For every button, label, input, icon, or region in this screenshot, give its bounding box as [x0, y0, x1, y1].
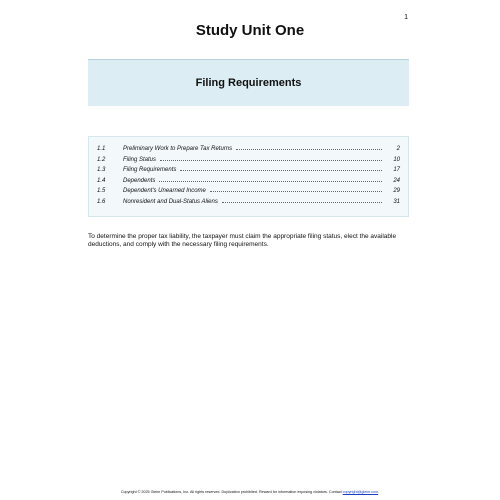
footer-end: .: [378, 490, 380, 494]
toc-item-number: 1.5: [97, 188, 106, 195]
toc-item[interactable]: [97, 145, 400, 156]
toc-item[interactable]: [97, 177, 400, 188]
toc-item-title: Nonresident and Dual-Status Aliens: [123, 198, 218, 205]
dot-leader: [222, 198, 382, 203]
toc-item-page: 31: [393, 198, 400, 205]
copyright-footer: [0, 490, 500, 494]
unit-title: Study Unit One: [195, 22, 305, 39]
toc-item-title: Preliminary Work to Prepare Tax Returns: [123, 146, 233, 152]
toc-item-number: 1.1: [97, 146, 106, 152]
page-number: 1: [404, 14, 408, 21]
section-banner: [88, 59, 409, 106]
toc-item-number: 1.4: [97, 177, 106, 184]
dot-leader: [236, 145, 382, 150]
toc-item-number: 1.6: [97, 198, 106, 205]
toc-item-title: Dependents: [123, 177, 156, 184]
toc-item-number: 1.2: [97, 156, 106, 163]
table-of-contents: [88, 136, 409, 217]
dot-leader: [159, 177, 382, 182]
toc-item-page: 17: [393, 167, 400, 174]
toc-item-title: Filing Requirements: [123, 167, 177, 174]
toc-item-title: Filing Status: [123, 156, 157, 163]
toc-item[interactable]: [97, 187, 400, 198]
toc-item-number: 1.3: [97, 167, 106, 174]
toc-item-page: 2: [396, 146, 400, 152]
intro-paragraph: To determine the proper tax liability, the taxpayer must claim the appropriate filing status, elect the available deductions, and comply with the necessary filing requirements.: [88, 233, 397, 249]
toc-item-title: Dependent's Unearned Income: [123, 188, 206, 195]
toc-item-page: 24: [393, 177, 400, 184]
banner-title: Filing Requirements: [195, 77, 302, 89]
dot-leader: [160, 156, 382, 161]
toc-item-page: 10: [393, 156, 400, 163]
toc-item[interactable]: [97, 166, 400, 177]
dot-leader: [210, 187, 382, 192]
footer-text: Copyright © 2025 Gleim Publications, Inc. All rights reserved. Duplication prohibited. Reward for information exposing violators. Contact: [120, 490, 343, 494]
toc-item[interactable]: [97, 156, 400, 167]
toc-item[interactable]: [97, 198, 400, 209]
copyright-email-link[interactable]: copyright@gleim.com: [342, 490, 379, 494]
dot-leader: [180, 166, 382, 171]
toc-item-page: 29: [393, 188, 400, 195]
